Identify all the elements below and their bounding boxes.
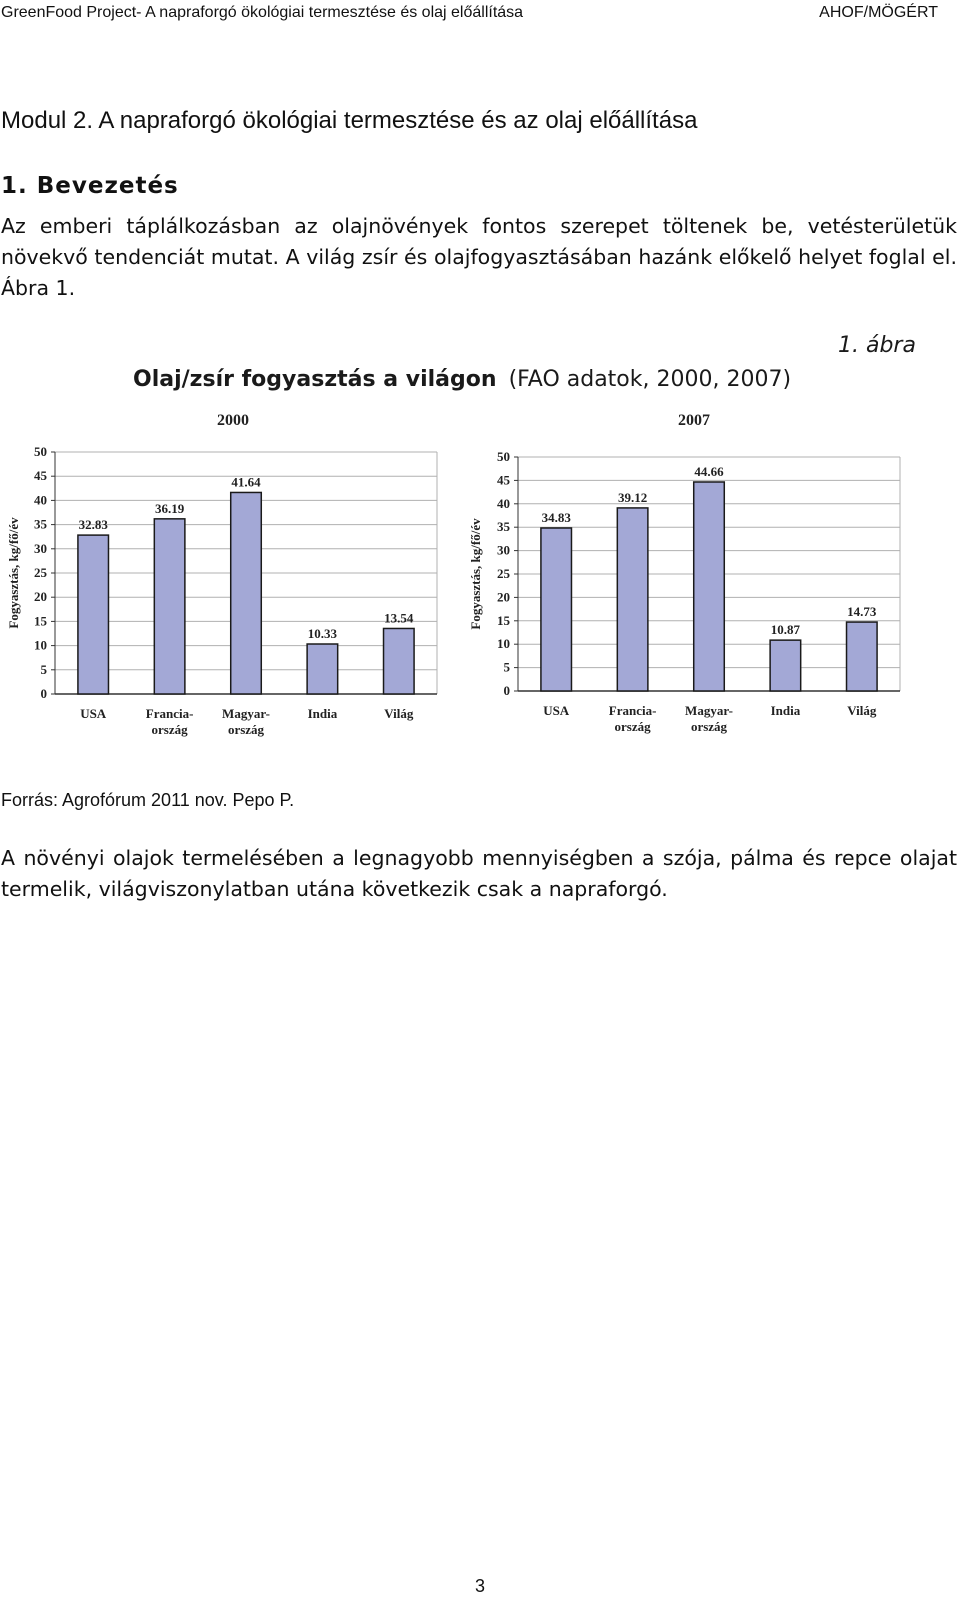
figure-title-line [133, 367, 791, 392]
x-category-label: Magyar- [222, 706, 270, 721]
section-heading: 1. Bevezetés [1, 173, 179, 199]
bar [770, 640, 801, 691]
oil-production-paragraph: A növényi olajok termelésében a legnagyobb mennyiségben a szója, pálma és repce olajat termelik, világviszonylatban utána következik csak a napraforgó. [1, 846, 957, 901]
figure-label: 1. ábra [838, 333, 916, 358]
data-label: 36.19 [154, 500, 185, 516]
y-tick-label: 15 [34, 613, 47, 629]
y-tick-label: 25 [497, 566, 510, 581]
x-category-label: USA [543, 703, 570, 718]
y-tick-label: 50 [34, 444, 47, 459]
y-tick-label: 30 [497, 542, 510, 558]
x-category-label: ország [614, 719, 651, 734]
figure-oil-consumption [0, 330, 960, 760]
bar [78, 535, 109, 694]
y-tick-label: 10 [34, 637, 47, 653]
x-category-label: Világ [384, 706, 414, 721]
chart-title: 2000 [217, 412, 249, 429]
y-tick-label: 25 [34, 565, 47, 580]
chart-title: 2007 [678, 412, 710, 429]
bar [307, 644, 338, 694]
y-tick-label: 30 [34, 540, 47, 556]
bar [384, 628, 415, 694]
page-number: 3 [474, 1576, 485, 1596]
bar [694, 482, 725, 691]
module-title: Modul 2. A napraforgó ökológiai termesztése és az olaj előállítása [1, 107, 698, 134]
y-tick-label: 40 [34, 492, 47, 508]
data-label: 32.83 [78, 517, 108, 533]
y-tick-label: 5 [503, 659, 510, 675]
y-tick-label: 20 [497, 589, 510, 605]
data-label: 14.73 [847, 604, 877, 620]
x-category-label: USA [80, 706, 107, 721]
bar [154, 519, 185, 694]
x-category-label: Világ [847, 703, 877, 718]
y-axis-label: Fogyasztás, kg/fő/év [6, 517, 21, 629]
data-label: 10.33 [307, 626, 338, 642]
y-tick-label: 20 [34, 589, 47, 605]
x-category-label: ország [227, 722, 265, 737]
x-category-label: India [307, 706, 338, 721]
figure-title: Olaj/zsír fogyasztás a világon [133, 367, 497, 392]
y-tick-label: 45 [34, 468, 47, 484]
x-category-label: ország [690, 719, 728, 734]
intro-paragraph: Az emberi táplálkozásban az olajnövények fontos szerepet töltenek be, vetésterületük növekvő tendenciát mutat. A világ zsír és olajfogyasztásában hazánk előkelő helyet foglal el. Ábra 1. [1, 214, 957, 300]
y-tick-label: 10 [497, 636, 510, 652]
bar [847, 622, 878, 691]
data-label: 34.83 [541, 509, 571, 525]
x-category-label: Francia- [608, 703, 657, 718]
y-tick-label: 40 [497, 495, 510, 511]
figure-subtitle: (FAO adatok, 2000, 2007) [508, 367, 792, 392]
y-tick-label: 5 [40, 661, 47, 677]
y-tick-label: 35 [497, 519, 510, 535]
bar [617, 508, 648, 691]
x-category-label: ország [151, 722, 188, 737]
chart-2000 [6, 412, 437, 737]
data-label: 13.54 [384, 610, 414, 626]
y-tick-label: 35 [34, 516, 47, 532]
y-axis-label: Fogyasztás, kg/fő/év [468, 518, 483, 630]
x-category-label: Francia- [145, 706, 194, 721]
chart-2007 [468, 412, 900, 734]
figure-canvas [0, 330, 960, 760]
bar [231, 492, 262, 694]
y-tick-label: 45 [497, 472, 510, 488]
x-category-label: Magyar- [685, 703, 733, 718]
data-label: 41.64 [231, 474, 261, 490]
bar [541, 528, 572, 691]
data-label: 39.12 [617, 489, 648, 505]
data-label: 44.66 [694, 463, 724, 479]
running-header-code: AHOF/MÖGÉRT [819, 4, 938, 21]
running-header-title: GreenFood Project- A napraforgó ökológiai termesztése és olaj előállítása [1, 4, 524, 21]
figure-source: Forrás: Agrofórum 2011 nov. Pepo P. [1, 790, 295, 810]
y-tick-label: 15 [497, 612, 510, 628]
y-tick-label: 0 [40, 686, 47, 701]
y-tick-label: 50 [497, 449, 510, 464]
data-label: 10.87 [770, 622, 801, 638]
y-tick-label: 0 [503, 683, 510, 698]
x-category-label: India [770, 703, 801, 718]
